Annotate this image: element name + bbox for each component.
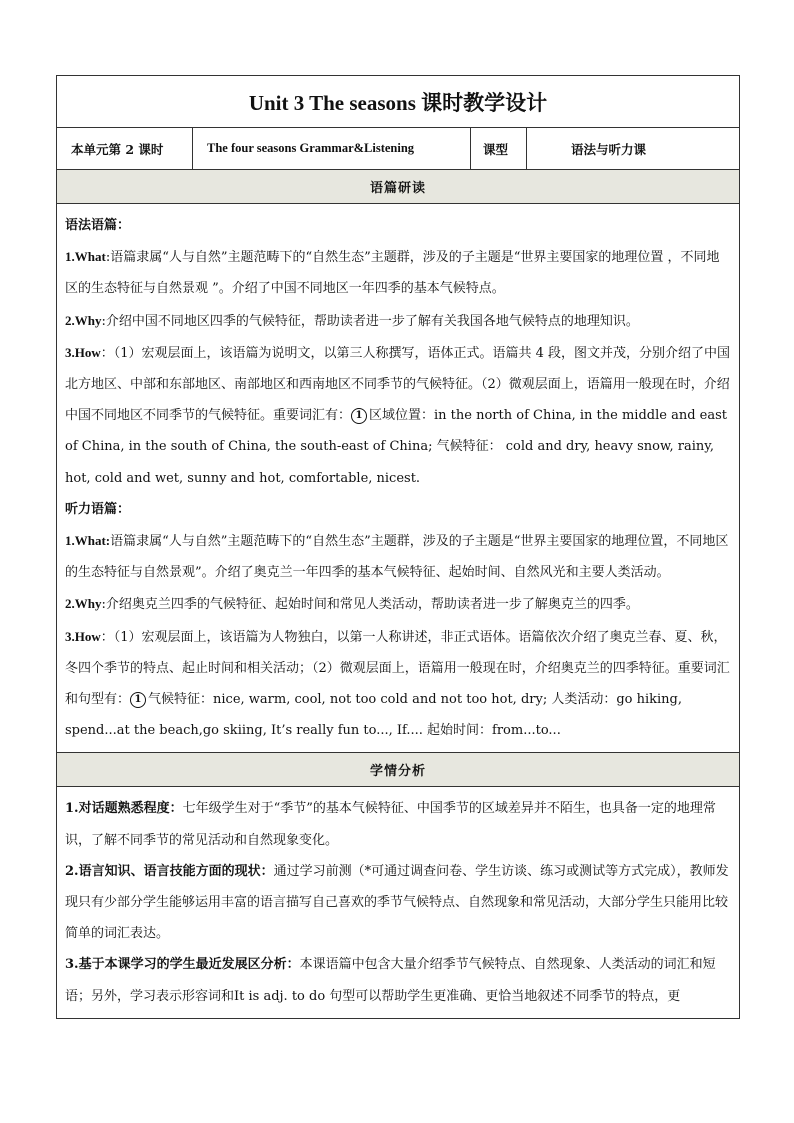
grammar-why: 2.Why:介绍中国不同地区四季的气候特征，帮助读者进一步了解有关我国各地气候特点的地理知识。 (65, 312, 639, 329)
learner-p3: 3.基于本课学习的学生最近发展区分析：本课语篇中包含大量介绍季节气候特点、自然现象、人类活动的词汇和短语；另外，学习表示形容词和It is adj. to do 句型可以帮助学生更准确、更恰当地叙述不同季节的特点，更 (65, 957, 716, 1004)
grammar-what: 1.What:语篇隶属“人与自然”主题范畴下的“自然生态”主题群，涉及的子主题是“世界主要国家的地理位置 ，不同地区的生态特征与自然景观 ”。介绍了中国不同地区一年四季的基本气候特点。 (65, 249, 720, 297)
section-heading-learner: 学情分析 (57, 753, 739, 787)
learner-analysis-body (57, 787, 739, 1017)
learner-p2: 2.语言知识、语言技能方面的现状：通过学习前测（*可通过调查问卷、学生访谈、练习或测试等方式完成），教师发现只有少部分学生能够运用丰富的语言描写自己喜欢的季节气候特点、自然现象和常见活动，大部分学生只能用比较简单的词汇表达。 (65, 863, 729, 942)
document-title: Unit 3 The seasons 课时教学设计 (57, 76, 739, 128)
learner-p1: 1.对话题熟悉程度：七年级学生对于“季节”的基本气候特征、中国季节的区域差异并不陌生，也具备一定的地理常识，了解不同季节的常见活动和自然现象变化。 (65, 801, 716, 848)
lesson-info-row (57, 128, 739, 170)
listening-what: 1.What:语篇隶属“人与自然”主题范畴下的“自然生态”主题群，涉及的子主题是“世界主要国家的地理位置，不同地区的生态特征与自然景观”。介绍了奥克兰一年四季的基本气候特征、起始时间、自然风光和主要人类活动。 (65, 533, 729, 581)
listening-subtitle: 听力语篇： (65, 501, 131, 517)
lesson-topic: The four seasons Grammar&Listening (193, 128, 471, 169)
lesson-number: 本单元第 2 课时 (57, 128, 193, 169)
circled-number-icon: 1 (130, 692, 146, 708)
text-analysis-body (57, 204, 739, 753)
listening-how: 3.How：（1）宏观层面上，该语篇为人物独白，以第一人称讲述，非正式语体。语篇依次介绍了奥克兰春、夏、秋，冬四个季节的特点、起止时间和相关活动；（2）微观层面上，语篇用一般现在时，介绍奥克兰的四季特征。重要词汇和句型有： 1 气候特征：nice, warm, cool, not too cold and not too hot, dry; 人类活动：go hiking, spend...at the beach,go skiing, It’s really fun to..., If.... 起始时间：from...to... (65, 628, 730, 739)
lesson-type-value: 语法与听力课 (571, 141, 647, 157)
grammar-subtitle: 语法语篇： (65, 218, 131, 233)
section-heading-reading: 语篇研读 (57, 170, 739, 204)
grammar-how: 3.How：（1）宏观层面上，该语篇为说明文，以第三人称撰写，语体正式。语篇共 4 段，图文并茂，分别介绍了中国北方地区、中部和东部地区、南部地区和西南地区不同季节的气候特征。（2）微观层面上，语篇用一般现在时，介绍中国不同地区不同季节的气候特征。重要词汇有： 1 区域位置：in the north of China, in the middle and east of China, in the south of China, the south-east of China; 气候特征： cold and dry, heavy snow, rainy, hot, cold and wet, sunny and hot, comfortable, nicest. (65, 344, 731, 486)
lesson-type-label: 课型 (471, 128, 527, 169)
circled-number-icon: 1 (351, 408, 367, 424)
lesson-plan-table (56, 75, 740, 1019)
listening-why: 2.Why:介绍奥克兰四季的气候特征、起始时间和常见人类活动，帮助读者进一步了解奥克兰的四季。 (65, 596, 639, 613)
